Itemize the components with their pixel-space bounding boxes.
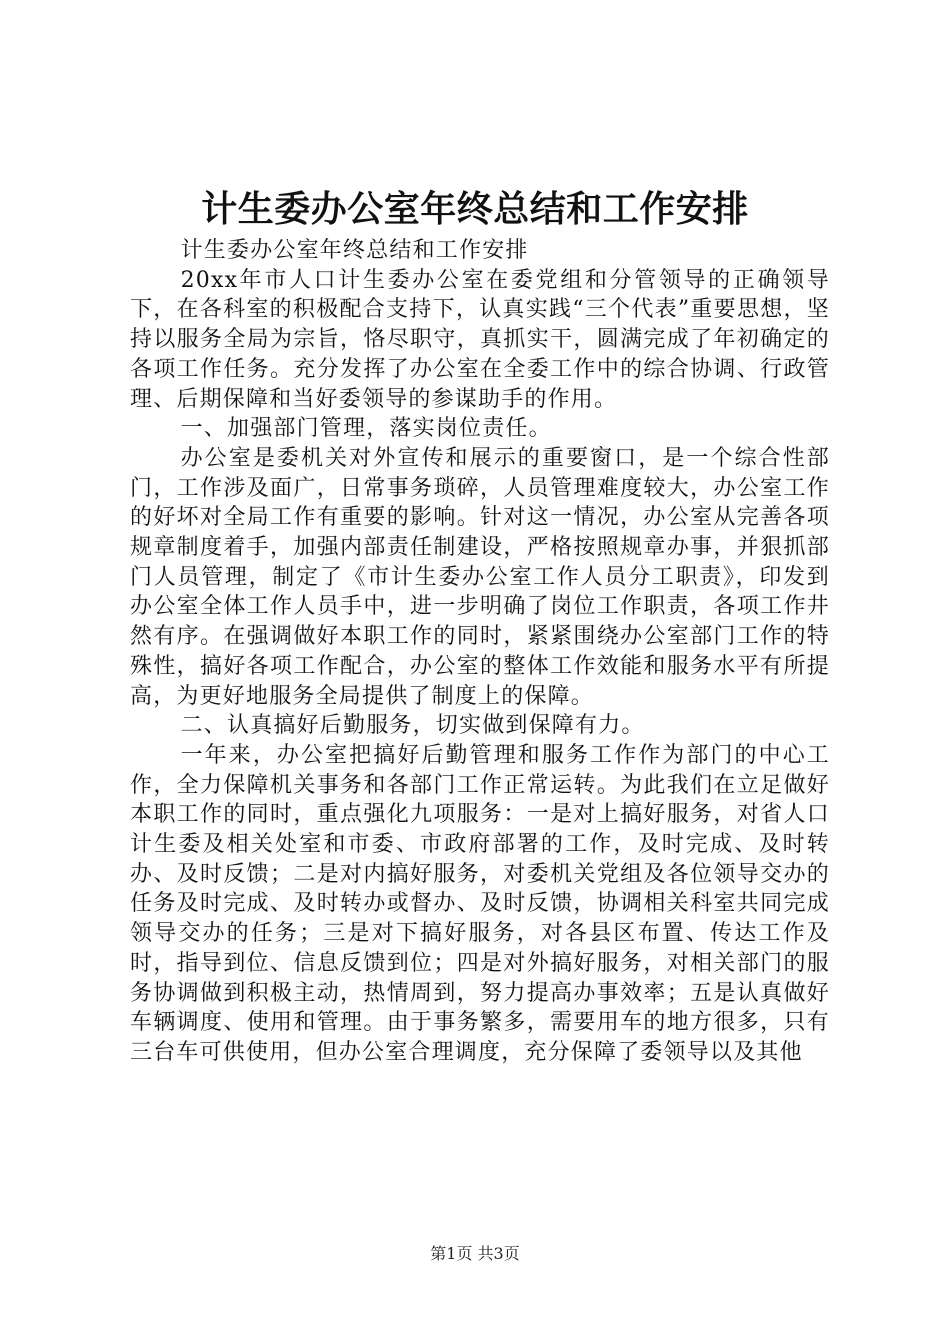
section-heading-2: 二、认真搞好后勤服务，切实做到保障有力。 xyxy=(180,713,645,739)
section-heading-1: 一、加强部门管理，落实岗位责任。 xyxy=(180,416,552,442)
section-1-paragraph: 办公室是委机关对外宣传和展示的重要窗口，是一个综合性部门，工作涉及面广，日常事务琐碎，人员管理难度较大，办公室工作的好坏对全局工作有重要的影响。针对这一情况，办公室从完善各项规章制度着手，加强内部责任制建设，严格按照规章办事，并狠抓部门人员管理，制定了《市计生委办公室工作人员分工职责》，印发到办公室全体工作人员手中，进一步明确了岗位工作职责，各项工作井然有序。在强调做好本职工作的同时，紧紧围绕办公室部门工作的特殊性，搞好各项工作配合，办公室的整体工作效能和服务水平有所提高，为更好地服务全局提供了制度上的保障。 xyxy=(130,445,830,709)
section-2-paragraph: 一年来，办公室把搞好后勤管理和服务工作作为部门的中心工作，全力保障机关事务和各部门工作正常运转。为此我们在立足做好本职工作的同时，重点强化九项服务：一是对上搞好服务，对省人口计生委及相关处室和市委、市政府部署的工作，及时完成、及时转办、及时反馈；二是对内搞好服务，对委机关党组及各位领导交办的任务及时完成、及时转办或督办、及时反馈，协调相关科室共同完成领导交办的任务；三是对下搞好服务，对各县区布置、传达工作及时，指导到位、信息反馈到位；四是对外搞好服务，对相关部门的服务协调做到积极主动，热情周到，努力提高办事效率；五是认真做好车辆调度、使用和管理。由于事务繁多，需要用车的地方很多，只有三台车可供使用，但办公室合理调度，充分保障了委领导以及其他 xyxy=(130,742,830,1065)
page-footer: 第1页 共3页 xyxy=(430,1244,520,1263)
subtitle-paragraph: 计生委办公室年终总结和工作安排 xyxy=(180,238,529,263)
intro-paragraph: 20xx年市人口计生委办公室在委党组和分管领导的正确领导下，在各科室的积极配合支持下，认真实践“三个代表”重要思想，坚持以服务全局为宗旨，恪尽职守，真抓实干，圆满完成了年初确定的各项工作任务。充分发挥了办公室在全委工作中的综合协调、行政管理、后期保障和当好委领导的参谋助手的作用。 xyxy=(130,267,830,412)
document-body xyxy=(130,236,830,1068)
document-title: 计生委办公室年终总结和工作安排 xyxy=(201,188,749,230)
